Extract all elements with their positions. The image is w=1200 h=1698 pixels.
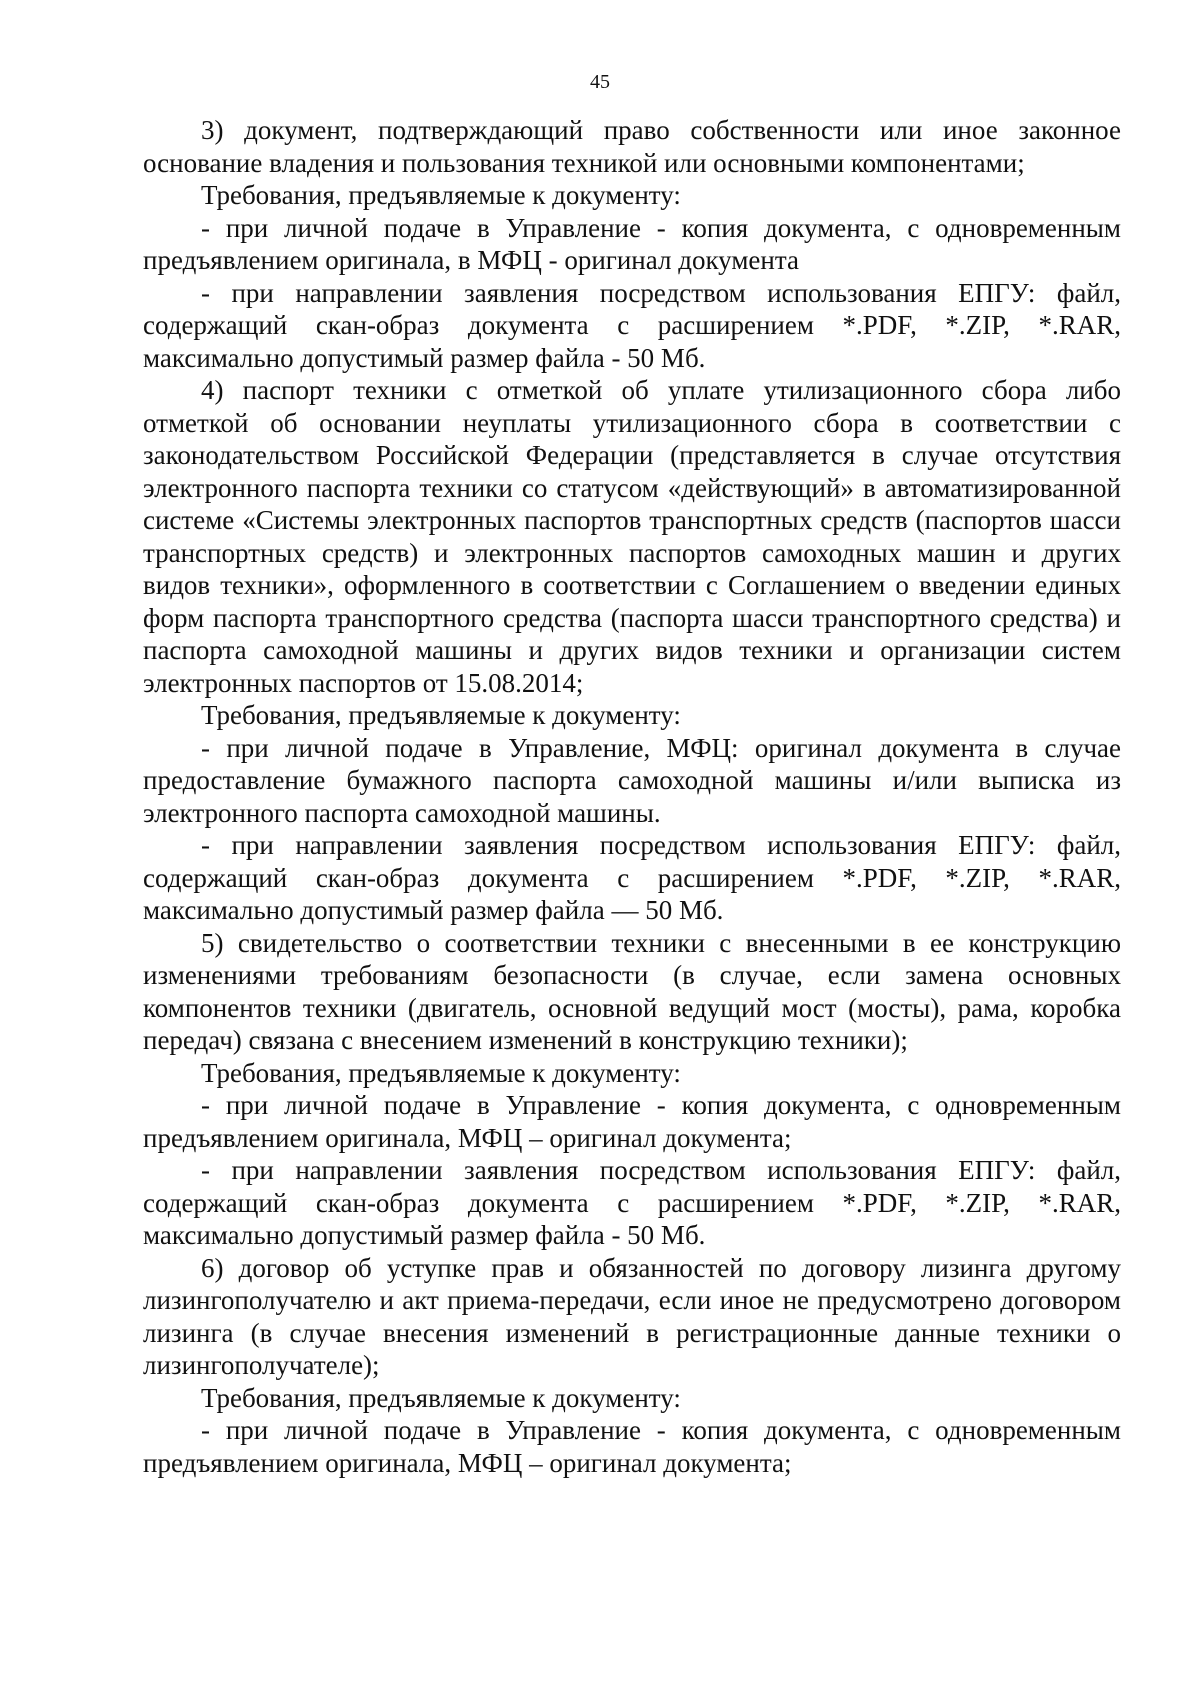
paragraph-in-person-submission: - при личной подаче в Управление - копия документа, с одновременным предъявлением оригинала, МФЦ – оригинал документа;: [143, 1415, 1121, 1478]
paragraph-in-person-submission: - при личной подаче в Управление, МФЦ: оригинал документа в случае предоставление бумажного паспорта самоходной машины и/или выписка из электронного паспорта самоходной машины.: [143, 732, 1121, 828]
paragraph-epgu-submission: - при направлении заявления посредством использования ЕПГУ: файл, содержащий скан-образ документа с расширением *.PDF, *.ZIP, *.RAR, максимально допустимый размер файла — 50 Мб.: [143, 830, 1121, 925]
paragraph-item-4-vehicle-passport: 4) паспорт техники с отметкой об уплате утилизационного сбора либо отметкой об основании неуплаты утилизационного сбора в соответствии с законодательством Российской Федерации (представляется в случае отсутствия электронного паспорта техники со статусом «действующий» в автоматизированной системе «Системы электронных паспортов транспортных средств (паспортов шасси транспортных средств) и электронных паспортов самоходных машин и других видов техники», оформленного в соответствии с Соглашением о введении единых форм паспорта транспортного средства (паспорта шасси транспортного средства) и паспорта самоходной машины и других видов техники и организации систем электронных паспортов от 15.08.2014;: [143, 375, 1121, 698]
paragraph-item-3-ownership-document: 3) документ, подтверждающий право собственности или иное законное основание владения и пользования техникой или основными компонентами;: [143, 115, 1121, 178]
paragraph-item-6-leasing-assignment: 6) договор об уступке прав и обязанностей по договору лизинга другому лизингополучателю и акт приема-передачи, если иное не предусмотрено договором лизинга (в случае внесения изменений в регистрационные данные техники о лизингополучателе);: [143, 1252, 1121, 1380]
paragraph-in-person-submission: - при личной подаче в Управление - копия документа, с одновременным предъявлением оригинала, в МФЦ - оригинал документа: [143, 212, 1121, 275]
paragraph-in-person-submission: - при личной подаче в Управление - копия документа, с одновременным предъявлением оригинала, МФЦ – оригинал документа;: [143, 1090, 1121, 1153]
paragraph-requirements-heading: Требования, предъявляемые к документу:: [201, 180, 681, 210]
page-number: 45: [590, 71, 610, 93]
paragraph-requirements-heading: Требования, предъявляемые к документу:: [201, 1057, 681, 1088]
document-body: [143, 114, 1121, 1479]
paragraph-epgu-submission: - при направлении заявления посредством использования ЕПГУ: файл, содержащий скан-образ документа с расширением *.PDF, *.ZIP, *.RAR, максимально допустимый размер файла - 50 Мб.: [143, 1155, 1121, 1250]
paragraph-requirements-heading: Требования, предъявляемые к документу:: [201, 700, 681, 730]
paragraph-requirements-heading: Требования, предъявляемые к документу:: [201, 1382, 681, 1413]
paragraph-epgu-submission: - при направлении заявления посредством использования ЕПГУ: файл, содержащий скан-образ документа с расширением *.PDF, *.ZIP, *.RAR, максимально допустимый размер файла - 50 Мб.: [143, 277, 1121, 373]
paragraph-item-5-conformity-certificate: 5) свидетельство о соответствии техники с внесенными в ее конструкцию изменениями требованиям безопасности (в случае, если замена основных компонентов техники (двигатель, основной ведущий мост (мосты), рама, коробка передач) связана с внесением изменений в конструкцию техники);: [143, 927, 1121, 1055]
